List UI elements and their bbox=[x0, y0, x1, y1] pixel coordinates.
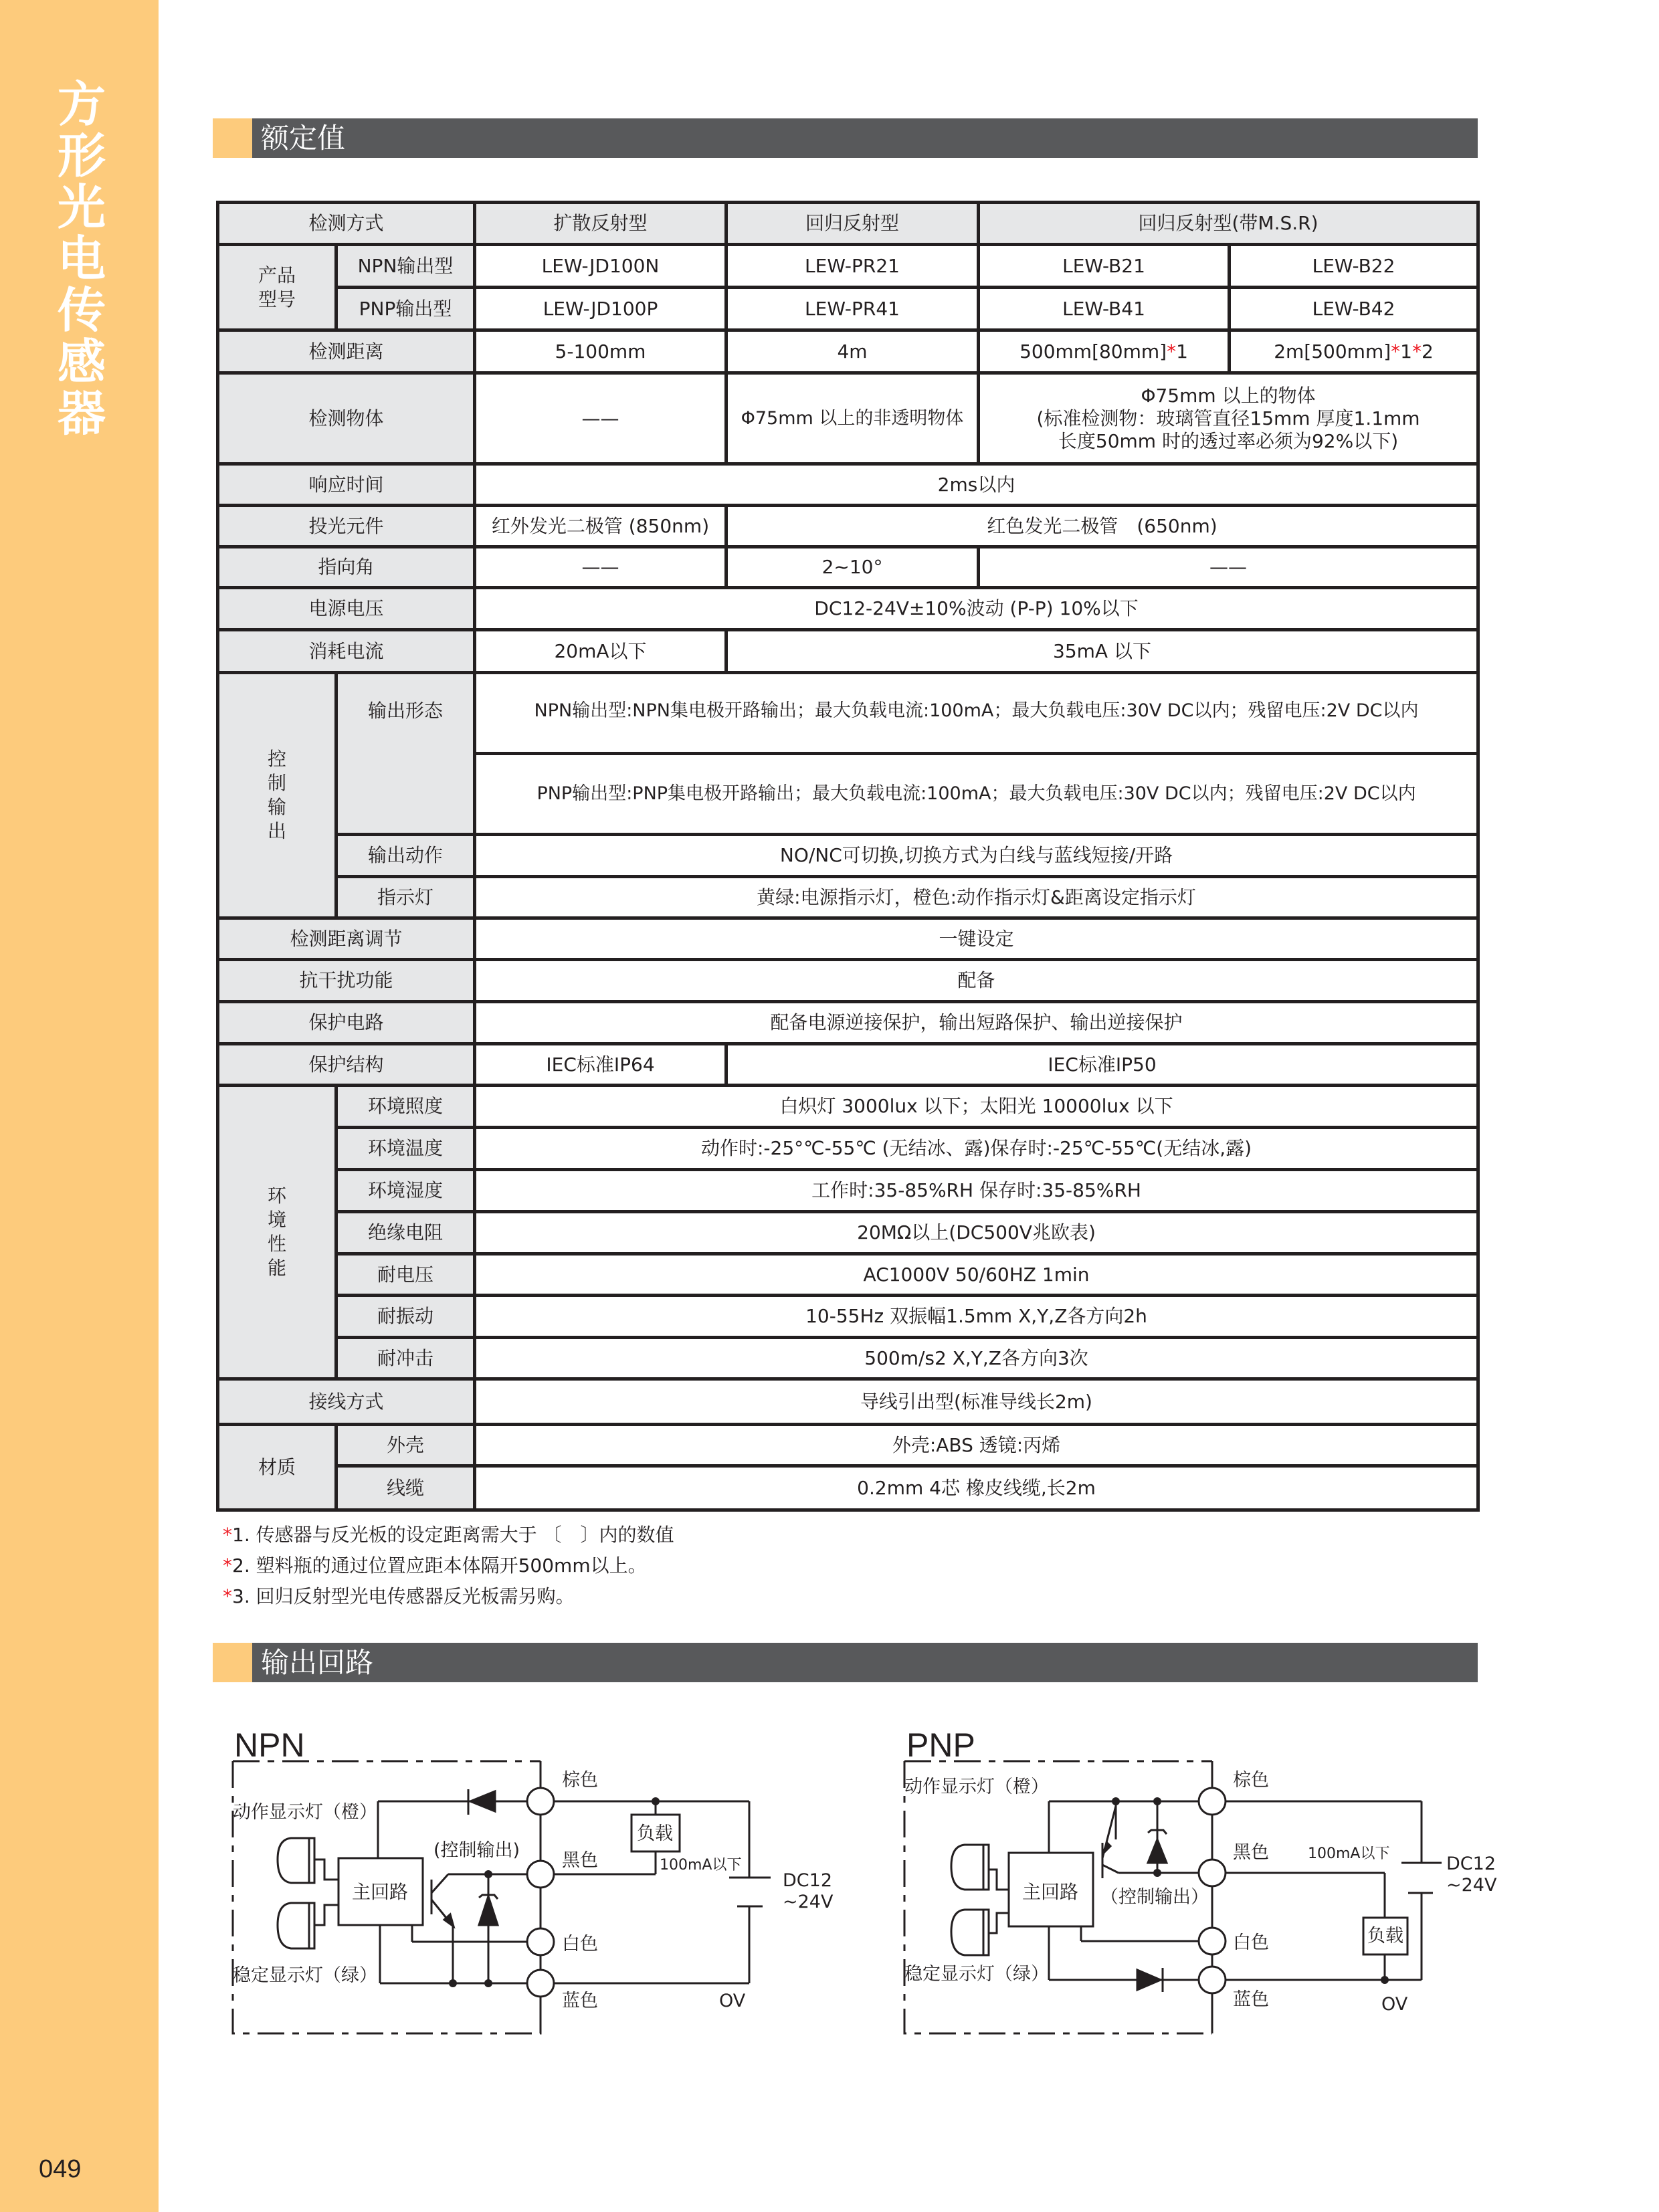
section-accent bbox=[213, 118, 252, 158]
row-label: PNP输出型 bbox=[336, 288, 475, 330]
junction-dot bbox=[1153, 1797, 1161, 1805]
label-main-circuit: 主回路 bbox=[352, 1881, 409, 1903]
footnote-number: 1 bbox=[1176, 340, 1188, 363]
row-group-label bbox=[218, 673, 336, 918]
label-led-stable: 稳定显示灯（绿） bbox=[233, 1965, 377, 1986]
table-row bbox=[218, 1466, 1478, 1510]
label-load: 负载 bbox=[1367, 1926, 1403, 1946]
table-row bbox=[218, 1128, 1478, 1170]
row-label: 抗干扰功能 bbox=[218, 960, 475, 1002]
row-label: 消耗电流 bbox=[218, 630, 475, 673]
row-label: 保护结构 bbox=[218, 1044, 475, 1086]
footnote-mark: * bbox=[223, 1524, 232, 1546]
label-control-output: (控制输出) bbox=[433, 1840, 520, 1861]
section-accent bbox=[213, 1643, 252, 1682]
label-supply-voltage: DC12 bbox=[1446, 1853, 1496, 1874]
cell-line: (标准检测物：玻璃管直径15mm 厚度1.1mm bbox=[1036, 407, 1420, 429]
label-blue: 蓝色 bbox=[1233, 1989, 1269, 2010]
table-row bbox=[218, 506, 1478, 547]
npn-title: NPN bbox=[234, 1726, 305, 1764]
cell: 白炽灯 3000lux 以下；太阳光 10000lux 以下 bbox=[475, 1086, 1478, 1128]
row-label: 指示灯 bbox=[336, 877, 475, 918]
label-control-output: （控制输出） bbox=[1100, 1887, 1209, 1908]
cell bbox=[979, 330, 1230, 373]
table-row bbox=[218, 464, 1478, 506]
terminal-white bbox=[527, 1928, 554, 1955]
category-title bbox=[55, 76, 108, 441]
label-led-action: 动作显示灯（橙） bbox=[904, 1777, 1049, 1797]
table-row bbox=[218, 835, 1478, 877]
row-group-label: 材质 bbox=[218, 1425, 336, 1510]
footnote bbox=[223, 1581, 674, 1612]
group-label-text: 控制输出 bbox=[267, 748, 286, 842]
footnote bbox=[223, 1550, 674, 1581]
group-label-text: 环境性能 bbox=[267, 1185, 286, 1279]
terminal-blue bbox=[1199, 1967, 1226, 1993]
footnote-text: 3. 回归反射型光电传感器反光板需另购。 bbox=[232, 1585, 575, 1607]
table-row bbox=[218, 1254, 1478, 1296]
npn-circuit-diagram bbox=[221, 1739, 863, 2060]
cell: 配备电源逆接保护，输出短路保护、输出逆接保护 bbox=[475, 1002, 1478, 1044]
cell: 配备 bbox=[475, 960, 1478, 1002]
table-row bbox=[218, 373, 1478, 464]
category-title-char: 方 bbox=[57, 76, 106, 132]
terminal-black bbox=[527, 1861, 554, 1888]
cell: 4m bbox=[726, 330, 979, 373]
row-label: 检测距离 bbox=[218, 330, 475, 373]
row-label: 电源电压 bbox=[218, 588, 475, 630]
label-black: 黑色 bbox=[562, 1850, 598, 1871]
pnp-title: PNP bbox=[906, 1726, 975, 1764]
label-white: 白色 bbox=[1233, 1932, 1269, 1953]
row-group-label bbox=[218, 245, 336, 330]
cell: AC1000V 50/60HZ 1min bbox=[475, 1254, 1478, 1296]
cell: 红外发光二极管 (850nm) bbox=[475, 506, 726, 547]
cell: LEW-JD100N bbox=[475, 245, 726, 288]
junction-dot bbox=[449, 1979, 457, 1987]
cell bbox=[979, 373, 1478, 464]
row-label: 指向角 bbox=[218, 547, 475, 588]
row-label: 投光元件 bbox=[218, 506, 475, 547]
junction-dot bbox=[652, 1797, 660, 1805]
cell: LEW-B41 bbox=[979, 288, 1230, 330]
cell: 2~10° bbox=[726, 547, 979, 588]
group-label-text: 产品型号 bbox=[258, 264, 296, 310]
footnote-mark: * bbox=[223, 1554, 232, 1577]
terminal-brown bbox=[527, 1788, 554, 1815]
row-label: 检测方式 bbox=[218, 203, 475, 245]
table-row bbox=[218, 918, 1478, 960]
cell: LEW-B42 bbox=[1230, 288, 1478, 330]
terminal-white bbox=[1199, 1928, 1226, 1954]
row-label: 外壳 bbox=[336, 1425, 475, 1466]
category-title-char: 电 bbox=[57, 231, 106, 287]
ratings-table bbox=[216, 201, 1480, 1512]
cell: 2ms以内 bbox=[475, 464, 1478, 506]
cell: 红色发光二极管 (650nm) bbox=[726, 506, 1478, 547]
cell: —— bbox=[475, 373, 726, 464]
table-row bbox=[218, 673, 1478, 754]
row-label: 输出形态 bbox=[336, 673, 475, 835]
cell: IEC标准IP50 bbox=[726, 1044, 1478, 1086]
cell: Φ75mm 以上的非透明物体 bbox=[726, 373, 979, 464]
row-label: NPN输出型 bbox=[336, 245, 475, 288]
label-main-circuit: 主回路 bbox=[1022, 1881, 1079, 1903]
footnote-mark: * bbox=[1167, 340, 1177, 363]
cell: LEW-JD100P bbox=[475, 288, 726, 330]
diode-icon bbox=[1137, 1970, 1161, 1990]
cell: LEW-PR21 bbox=[726, 245, 979, 288]
row-label: 耐振动 bbox=[336, 1296, 475, 1338]
cell: —— bbox=[979, 547, 1478, 588]
footnote-number: 2 bbox=[1421, 340, 1434, 363]
row-label: 线缆 bbox=[336, 1466, 475, 1510]
row-label: 接线方式 bbox=[218, 1379, 475, 1425]
cell: 工作时:35-85%RH 保存时:35-85%RH bbox=[475, 1170, 1478, 1212]
section-header-ratings bbox=[213, 118, 1478, 158]
table-row bbox=[218, 588, 1478, 630]
label-blue: 蓝色 bbox=[562, 1991, 598, 2011]
label-brown: 棕色 bbox=[562, 1770, 598, 1791]
label-black: 黑色 bbox=[1233, 1842, 1269, 1863]
table-row bbox=[218, 1002, 1478, 1044]
label-supply-voltage: DC12 bbox=[783, 1870, 832, 1891]
table-row bbox=[218, 1212, 1478, 1254]
label-led-stable: 稳定显示灯（绿） bbox=[904, 1964, 1049, 1985]
junction-dot bbox=[484, 1979, 492, 1987]
cell: 黄绿:电源指示灯，橙色:动作指示灯&距离设定指示灯 bbox=[475, 877, 1478, 918]
table-row bbox=[218, 630, 1478, 673]
section-title: 输出回路 bbox=[261, 1646, 374, 1679]
table-row bbox=[218, 288, 1478, 330]
footnote-number: 1 bbox=[1400, 340, 1412, 363]
row-label: 响应时间 bbox=[218, 464, 475, 506]
footnote bbox=[223, 1520, 674, 1550]
column-header: 回归反射型 bbox=[726, 203, 979, 245]
cell: 20mA以下 bbox=[475, 630, 726, 673]
row-group-label bbox=[218, 1086, 336, 1379]
row-label: 耐电压 bbox=[336, 1254, 475, 1296]
cell: 500m/s2 X,Y,Z各方向3次 bbox=[475, 1338, 1478, 1379]
column-header: 回归反射型(带M.S.R) bbox=[979, 203, 1478, 245]
category-title-char: 传 bbox=[57, 282, 106, 338]
category-title-char: 光 bbox=[57, 179, 106, 235]
cell-line: 长度50mm 时的透过率必须为92%以下) bbox=[1058, 429, 1399, 452]
diode-icon bbox=[470, 1791, 495, 1811]
cell: DC12-24V±10%波动 (P-P) 10%以下 bbox=[475, 588, 1478, 630]
cell: NPN输出型:NPN集电极开路输出；最大负载电流:100mA；最大负载电压:30V DC以内；残留电压:2V DC以内 bbox=[475, 673, 1478, 754]
table-row bbox=[218, 547, 1478, 588]
row-label: 环境湿度 bbox=[336, 1170, 475, 1212]
column-header: 扩散反射型 bbox=[475, 203, 726, 245]
table-row bbox=[218, 1086, 1478, 1128]
cell: 0.2mm 4芯 橡皮线缆,长2m bbox=[475, 1466, 1478, 1510]
table-row bbox=[218, 1170, 1478, 1212]
row-label: 环境温度 bbox=[336, 1128, 475, 1170]
cell: LEW-B22 bbox=[1230, 245, 1478, 288]
table-row bbox=[218, 330, 1478, 373]
cell: —— bbox=[475, 547, 726, 588]
cell: LEW-PR41 bbox=[726, 288, 979, 330]
cell: 20MΩ以上(DC500V兆欧表) bbox=[475, 1212, 1478, 1254]
pnp-circuit-diagram bbox=[890, 1739, 1532, 2060]
label-supply-range: ~24V bbox=[1446, 1875, 1497, 1896]
row-label: 耐冲击 bbox=[336, 1338, 475, 1379]
cell: 10-55Hz 双振幅1.5mm X,Y,Z各方向2h bbox=[475, 1296, 1478, 1338]
cell: 5-100mm bbox=[475, 330, 726, 373]
cell: 一键设定 bbox=[475, 918, 1478, 960]
label-led-action: 动作显示灯（橙） bbox=[233, 1802, 377, 1823]
label-zero-volt: OV bbox=[1381, 1994, 1408, 2015]
label-current: 100mA以下 bbox=[660, 1857, 742, 1874]
terminal-black bbox=[1199, 1859, 1226, 1886]
footnote-mark: * bbox=[1411, 340, 1422, 363]
table-row bbox=[218, 203, 1478, 245]
row-label: 环境照度 bbox=[336, 1086, 475, 1128]
cell: NO/NC可切换,切换方式为白线与蓝线短接/开路 bbox=[475, 835, 1478, 877]
cell: IEC标准IP64 bbox=[475, 1044, 726, 1086]
label-white: 白色 bbox=[562, 1934, 598, 1954]
row-label: 保护电路 bbox=[218, 1002, 475, 1044]
zener-icon bbox=[1148, 1839, 1167, 1863]
footnotes bbox=[223, 1520, 674, 1612]
label-load: 负载 bbox=[637, 1823, 673, 1844]
category-title-char: 形 bbox=[57, 128, 106, 184]
footnote-text: 1. 传感器与反光板的设定距离需大于 〔 〕内的数值 bbox=[232, 1524, 674, 1546]
category-title-char: 器 bbox=[57, 385, 106, 441]
page-number: 049 bbox=[39, 2155, 82, 2183]
junction-dot bbox=[1153, 1869, 1161, 1877]
label-supply-range: ~24V bbox=[783, 1892, 834, 1912]
footnote-mark: * bbox=[1391, 340, 1401, 363]
cell: 35mA 以下 bbox=[726, 630, 1478, 673]
label-current: 100mA以下 bbox=[1308, 1845, 1390, 1862]
cell: PNP输出型:PNP集电极开路输出；最大负载电流:100mA；最大负载电压:30V DC以内；残留电压:2V DC以内 bbox=[475, 754, 1478, 835]
table-row bbox=[218, 1296, 1478, 1338]
label-zero-volt: OV bbox=[719, 1991, 746, 2011]
junction-dot bbox=[1381, 1976, 1389, 1984]
terminal-brown bbox=[1199, 1788, 1226, 1815]
cell-text: 500mm[80mm] bbox=[1019, 340, 1167, 363]
section-title: 额定值 bbox=[261, 122, 346, 155]
table-row bbox=[218, 960, 1478, 1002]
table-row bbox=[218, 245, 1478, 288]
junction-dot bbox=[1112, 1797, 1120, 1805]
cell-line: Φ75mm 以上的物体 bbox=[1141, 384, 1316, 407]
cell: LEW-B21 bbox=[979, 245, 1230, 288]
cell: 动作时:-25°℃-55℃ (无结冰、露)保存时:-25℃-55℃(无结冰,露) bbox=[475, 1128, 1478, 1170]
cell: 外壳:ABS 透镜:丙烯 bbox=[475, 1425, 1478, 1466]
category-title-char: 感 bbox=[57, 334, 106, 390]
cell bbox=[1230, 330, 1478, 373]
row-label: 绝缘电阻 bbox=[336, 1212, 475, 1254]
row-label: 输出动作 bbox=[336, 835, 475, 877]
footnote-mark: * bbox=[223, 1585, 232, 1607]
cell: 导线引出型(标准导线长2m) bbox=[475, 1379, 1478, 1425]
junction-dot bbox=[484, 1870, 492, 1878]
cell-text: 2m[500mm] bbox=[1274, 340, 1391, 363]
table-row bbox=[218, 1379, 1478, 1425]
label-brown: 棕色 bbox=[1233, 1770, 1269, 1791]
row-label: 检测物体 bbox=[218, 373, 475, 464]
table-row bbox=[218, 877, 1478, 918]
row-label: 检测距离调节 bbox=[218, 918, 475, 960]
terminal-blue bbox=[527, 1970, 554, 1997]
sidebar bbox=[0, 0, 159, 2212]
table-row bbox=[218, 1044, 1478, 1086]
zener-icon bbox=[479, 1896, 498, 1925]
table-row bbox=[218, 1338, 1478, 1379]
section-header-output bbox=[213, 1643, 1478, 1682]
footnote-text: 2. 塑料瓶的通过位置应距本体隔开500mm以上。 bbox=[232, 1554, 647, 1577]
table-row bbox=[218, 1425, 1478, 1466]
